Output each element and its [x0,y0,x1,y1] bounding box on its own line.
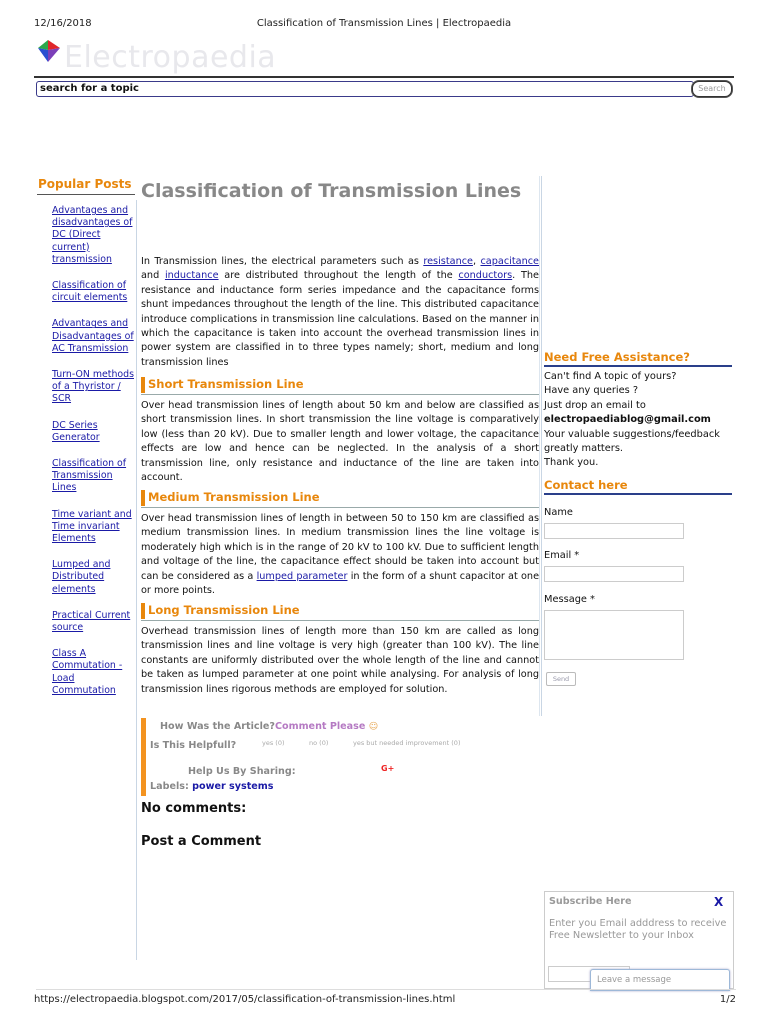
search-button[interactable]: Search [692,81,732,97]
popular-post-link[interactable]: Classification of Transmission Lines [52,458,127,494]
long-line-paragraph: Overhead transmission lines of length more than 150 km are called as long transmission lines and line voltage is very high (greater than 100 kV). The line constants are uniformly distributed over the whole length of the line and cannot be taken as lumped parameter at one point while analysing. For analysis of long transmission lines rigorous methods are employed for solution. [141,626,539,695]
popular-posts-divider [37,194,135,195]
send-button[interactable]: Send [546,672,576,686]
medium-text: Over head transmission lines of length in between 50 to 150 km are classified as medium transmission lines. In medium transmission lines the line voltage is moderately high which is in the range of 20 kV to 100 kV. Due to sufficient length and voltage of the line, the capacitance effect should be taken into account but can be considered as a [141,513,539,582]
smiley-icon: ☺ [368,722,379,732]
popular-post-link[interactable]: Practical Current source [52,609,131,634]
popular-post-link[interactable]: Lumped and Distributed elements [52,559,111,595]
medium-line-heading: Medium Transmission Line [141,490,546,506]
short-line-heading: Short Transmission Line [141,377,546,393]
header-divider [34,76,734,78]
name-field[interactable] [544,523,684,539]
assistance-title: Need Free Assistance? [544,350,690,364]
print-date: 12/16/2018 [34,18,92,29]
popular-post-link[interactable]: Turn-ON methods of a Thyristor / SCR [52,369,134,405]
footer-divider [36,989,736,990]
message-label: Message * [544,594,595,605]
print-url: https://electropaedia.blogspot.com/2017/05/classification-of-transmission-lines.html [34,994,456,1005]
section-divider [141,620,539,621]
intro-text: and [141,270,165,282]
assistance-email: electropaediablog@gmail.com [544,414,711,426]
close-icon[interactable]: X [714,895,724,909]
feedback-accent-bar [141,718,146,796]
no-comments-heading: No comments: [141,801,247,816]
contact-divider [544,493,732,495]
popular-post-link[interactable]: Time variant and Time invariant Elements [52,508,132,545]
assistance-line: Thank you. [544,457,599,469]
subscribe-text: Enter you Email adddress to receive Free Newsletter to your Inbox [549,918,727,942]
popular-posts-title: Popular Posts [38,177,132,191]
intro-text: . The resistance and inductance form series impedance and the capacitance forms shunt impedances throughout the length of the line. This distributed capacitance introduce complications in transmission line calculations. Based on the manner in which the capacitance is taken into account the overhead transmission lines in power system are classified in to three types namely; short, medium and long transmission lines [141,270,539,368]
inductance-link[interactable]: inductance [164,270,219,282]
labels-caption: Labels: [150,781,189,792]
intro-text: are distributed throughout the length of the [218,270,459,282]
message-field[interactable] [544,610,684,660]
intro-text: , [473,256,481,267]
assistance-divider [544,365,732,367]
vote-yes[interactable]: yes (0) [262,739,285,747]
intro-paragraph [141,255,539,370]
assistance-line: Just drop an email to [544,399,646,411]
section-divider [141,507,539,508]
vote-improvement[interactable]: yes but needed improvement (0) [353,739,461,747]
name-label: Name [544,507,573,518]
content-divider-inner [539,176,540,716]
popular-post-link[interactable]: Class A Commutation - Load Commutation [52,648,123,696]
conductors-link[interactable]: conductors [458,270,513,282]
long-line-heading: Long Transmission Line [141,603,546,619]
medium-line-paragraph [141,512,539,598]
intro-text: In Transmission lines, the electrical parameters such as [141,256,424,267]
helpful-question: Is This Helpfull? [150,740,237,751]
short-line-paragraph: Over head transmission lines of length about 50 km and below are classified as short transmission lines. In short transmission the line voltage is comparatively low (less than 20 kV). Due to smaller length and lower voltage, the capacitance effects are low and hence can be neglected. In the analysis of a short transmission line, only resistance and inductance of the line are taken into account. [141,400,539,484]
section-divider [141,394,539,395]
print-page-number: 1/2 [719,994,736,1005]
print-title: Classification of Transmission Lines | Electropaedia [256,18,512,29]
assistance-line: Have any queries ? [544,385,639,397]
assistance-line: Your valuable suggestions/feedback greatly matters. [544,428,720,455]
popular-post-link[interactable]: Advantages and Disadvantages of AC Transmission [52,318,134,354]
feedback-question-text: How Was the Article? [160,721,275,732]
popular-post-link[interactable]: Advantages and disadvantages of DC (Direct current) transmission [52,205,133,265]
site-logo-text[interactable]: Electropaedia [64,40,277,75]
popular-post-link[interactable]: Classification of circuit elements [52,280,128,304]
lumped-parameter-link[interactable]: lumped parameter [256,570,348,582]
search-input[interactable]: search for a topic [36,81,694,97]
email-label: Email * [544,550,580,561]
post-labels [150,781,274,792]
leave-message-button[interactable]: Leave a message [590,969,730,991]
email-field[interactable] [544,566,684,582]
google-plus-icon[interactable]: G+ [381,764,395,773]
post-comment-heading: Post a Comment [141,834,262,849]
contact-title: Contact here [544,478,628,492]
feedback-question [160,721,378,732]
vote-no[interactable]: no (0) [309,739,329,747]
share-caption: Help Us By Sharing: [188,766,296,777]
popular-post-link[interactable]: DC Series Generator [52,419,100,443]
sidebar-divider [136,200,137,960]
medium-text: in the form of a shunt capacitor at one or more points. [141,570,540,597]
post-title: Classification of Transmission Lines [141,180,522,202]
resistance-link[interactable]: resistance [423,256,473,267]
capacitance-link[interactable]: capacitance [480,256,539,267]
comment-please-link[interactable]: Comment Please [274,721,366,732]
popular-posts-list [52,205,136,711]
content-divider [541,176,542,716]
label-power-systems-link[interactable]: power systems [192,781,274,792]
subscribe-title: Subscribe Here [549,896,632,907]
assistance-line: Can't find A topic of yours? [544,371,677,382]
assistance-text [544,370,739,471]
